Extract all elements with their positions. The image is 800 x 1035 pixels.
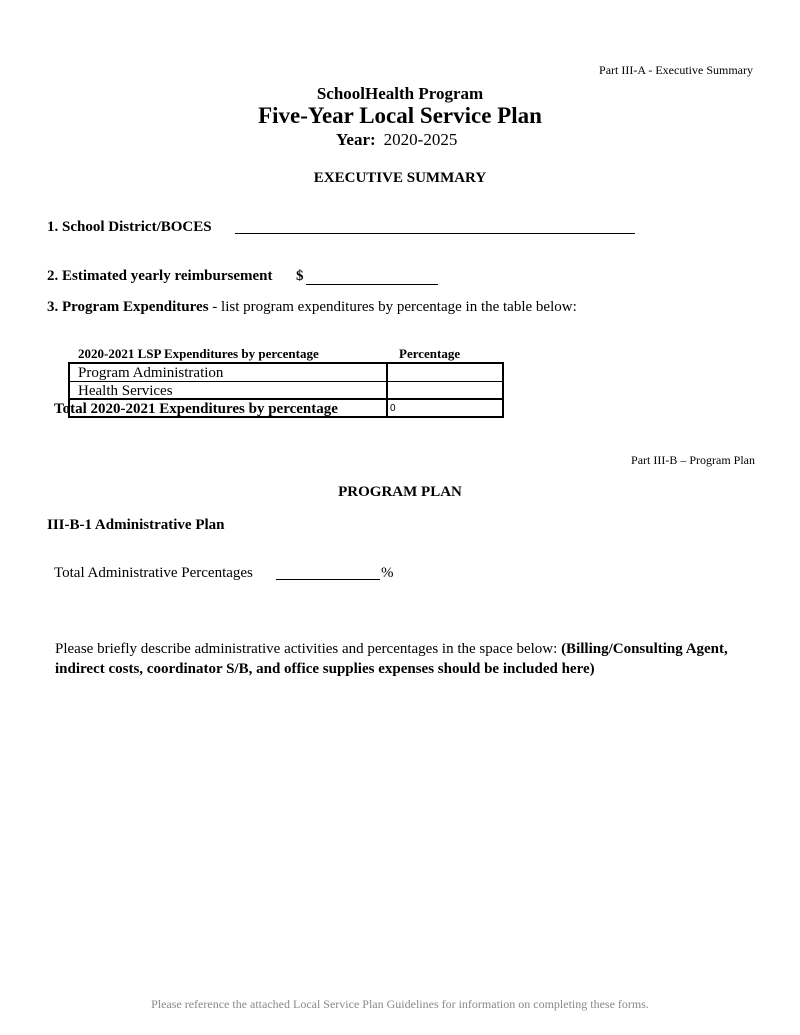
reimbursement-label: 2. Estimated yearly reimbursement xyxy=(47,268,273,284)
admin-description-instruction xyxy=(55,639,755,679)
year-label: Year: xyxy=(336,130,376,149)
program-title: SchoolHealth Program xyxy=(316,84,484,103)
currency-sign: $ xyxy=(296,268,304,284)
program-expenditures-label: 3. Program Expenditures xyxy=(47,299,209,315)
footer-note: Please reference the attached Local Service Plan Guidelines for information on completing these forms. xyxy=(151,997,649,1011)
year-value: 2020-2025 xyxy=(383,130,458,149)
admin-description-note: (Billing/Consulting Agent, indirect costs, coordinator S/B, and office supplies expenses should be included here) xyxy=(55,641,728,677)
row-label-program-administration: Program Administration xyxy=(78,365,224,381)
program-expenditures-instruction xyxy=(47,299,577,316)
table-header-expenditures: 2020-2021 LSP Expenditures by percentage xyxy=(78,346,319,361)
executive-summary-heading: EXECUTIVE SUMMARY xyxy=(313,170,487,186)
table-row xyxy=(70,382,502,400)
school-district-field[interactable] xyxy=(235,233,635,234)
program-expenditures-text: - list program expenditures by percentage in the table below: xyxy=(208,299,577,315)
total-expenditures-value: 0 xyxy=(390,403,396,414)
admin-percentage-label: Total Administrative Percentages xyxy=(54,565,253,581)
row-label-health-services: Health Services xyxy=(78,383,173,399)
administrative-plan-heading: III-B-1 Administrative Plan xyxy=(47,517,225,533)
admin-description-prompt: Please briefly describe administrative activities and percentages in the space below: xyxy=(55,641,562,657)
year-line xyxy=(336,130,457,150)
program-plan-heading: PROGRAM PLAN xyxy=(338,484,462,500)
school-district-label: 1. School District/BOCES xyxy=(47,219,212,235)
reimbursement-field[interactable] xyxy=(306,284,438,285)
table-row xyxy=(70,364,502,382)
admin-percentage-field[interactable] xyxy=(276,579,380,580)
health-services-percentage-field[interactable] xyxy=(390,382,500,400)
total-expenditures-label: Total 2020-2021 Expenditures by percentage xyxy=(54,401,338,417)
table-header-percentage: Percentage xyxy=(399,346,461,361)
part-b-label: Part III-B – Program Plan xyxy=(631,453,755,467)
admin-description-field[interactable] xyxy=(54,690,754,970)
percent-sign: % xyxy=(381,565,394,581)
program-administration-percentage-field[interactable] xyxy=(390,364,500,382)
plan-title: Five-Year Local Service Plan xyxy=(258,103,542,128)
part-a-label: Part III-A - Executive Summary xyxy=(599,63,753,77)
